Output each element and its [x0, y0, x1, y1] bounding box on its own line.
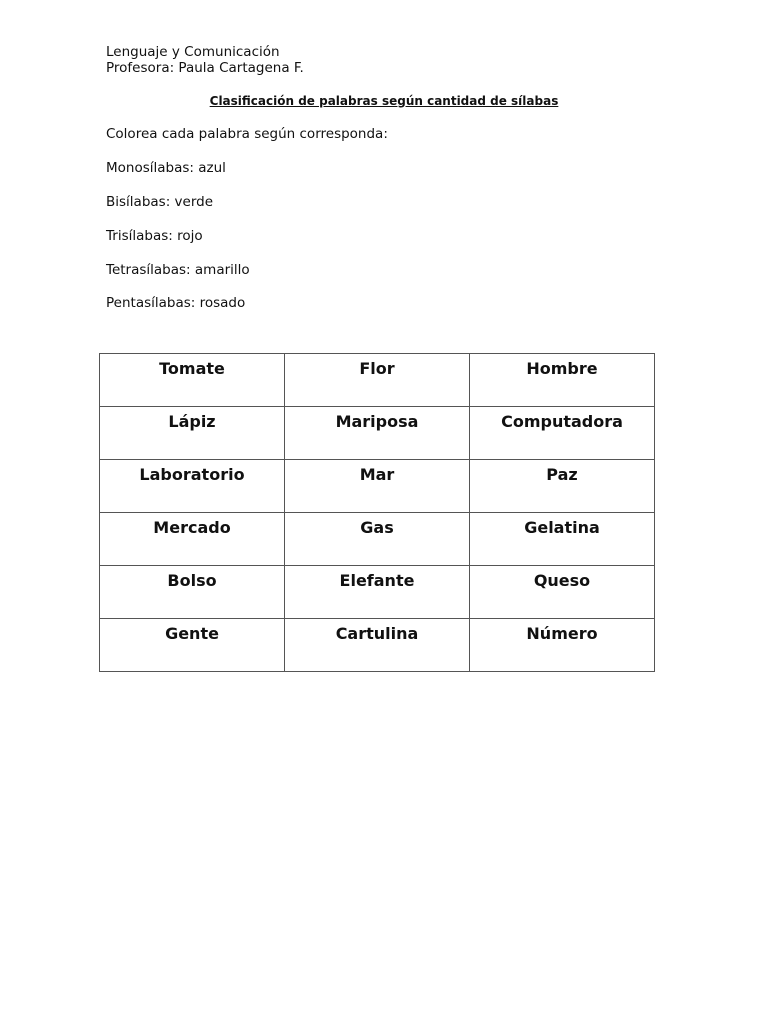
word-cell [100, 407, 285, 460]
category-monosilabas: Monosílabas: azul [106, 160, 226, 176]
table-row [100, 619, 655, 672]
table-row [100, 566, 655, 619]
word-cell [285, 354, 470, 407]
category-bisilabas: Bisílabas: verde [106, 194, 214, 210]
word-text: Flor [359, 359, 395, 378]
word-text: Gente [165, 624, 219, 643]
word-table [99, 353, 655, 672]
worksheet-title: Clasificación de palabras según cantidad de sílabas [209, 94, 559, 108]
table-row [100, 513, 655, 566]
word-text: Mercado [153, 518, 231, 537]
word-text: Gelatina [524, 518, 600, 537]
table-row [100, 354, 655, 407]
teacher-line: Profesora: Paula Cartagena F. [106, 60, 304, 76]
word-text: Paz [546, 465, 578, 484]
word-cell [285, 407, 470, 460]
word-cell [470, 513, 655, 566]
word-cell [100, 619, 285, 672]
document-header [106, 44, 304, 76]
table-row [100, 407, 655, 460]
word-text: Tomate [159, 359, 225, 378]
table-row [100, 460, 655, 513]
word-cell [285, 460, 470, 513]
word-cell [470, 566, 655, 619]
word-text: Bolso [167, 571, 217, 590]
subject-line: Lenguaje y Comunicación [106, 44, 280, 60]
word-cell [470, 619, 655, 672]
word-cell [285, 619, 470, 672]
word-text: Laboratorio [139, 465, 245, 484]
word-text: Computadora [501, 412, 623, 431]
word-text: Hombre [526, 359, 598, 378]
word-cell [470, 407, 655, 460]
word-cell [470, 460, 655, 513]
word-cell [100, 566, 285, 619]
word-cell [470, 354, 655, 407]
word-cell [285, 566, 470, 619]
word-text: Elefante [339, 571, 415, 590]
category-tetrasilabas: Tetrasílabas: amarillo [106, 262, 250, 278]
word-text: Gas [360, 518, 394, 537]
word-text: Número [526, 624, 598, 643]
word-text: Queso [533, 571, 591, 590]
word-cell [100, 354, 285, 407]
word-text: Mar [359, 465, 395, 484]
word-cell [100, 460, 285, 513]
category-trisilabas: Trisílabas: rojo [106, 228, 203, 244]
word-cell [285, 513, 470, 566]
word-text: Mariposa [335, 412, 419, 431]
word-cell [100, 513, 285, 566]
word-text: Cartulina [335, 624, 419, 643]
instruction-intro: Colorea cada palabra según corresponda: [106, 126, 388, 142]
word-text: Lápiz [168, 412, 216, 431]
category-pentasilabas: Pentasílabas: rosado [106, 295, 246, 311]
